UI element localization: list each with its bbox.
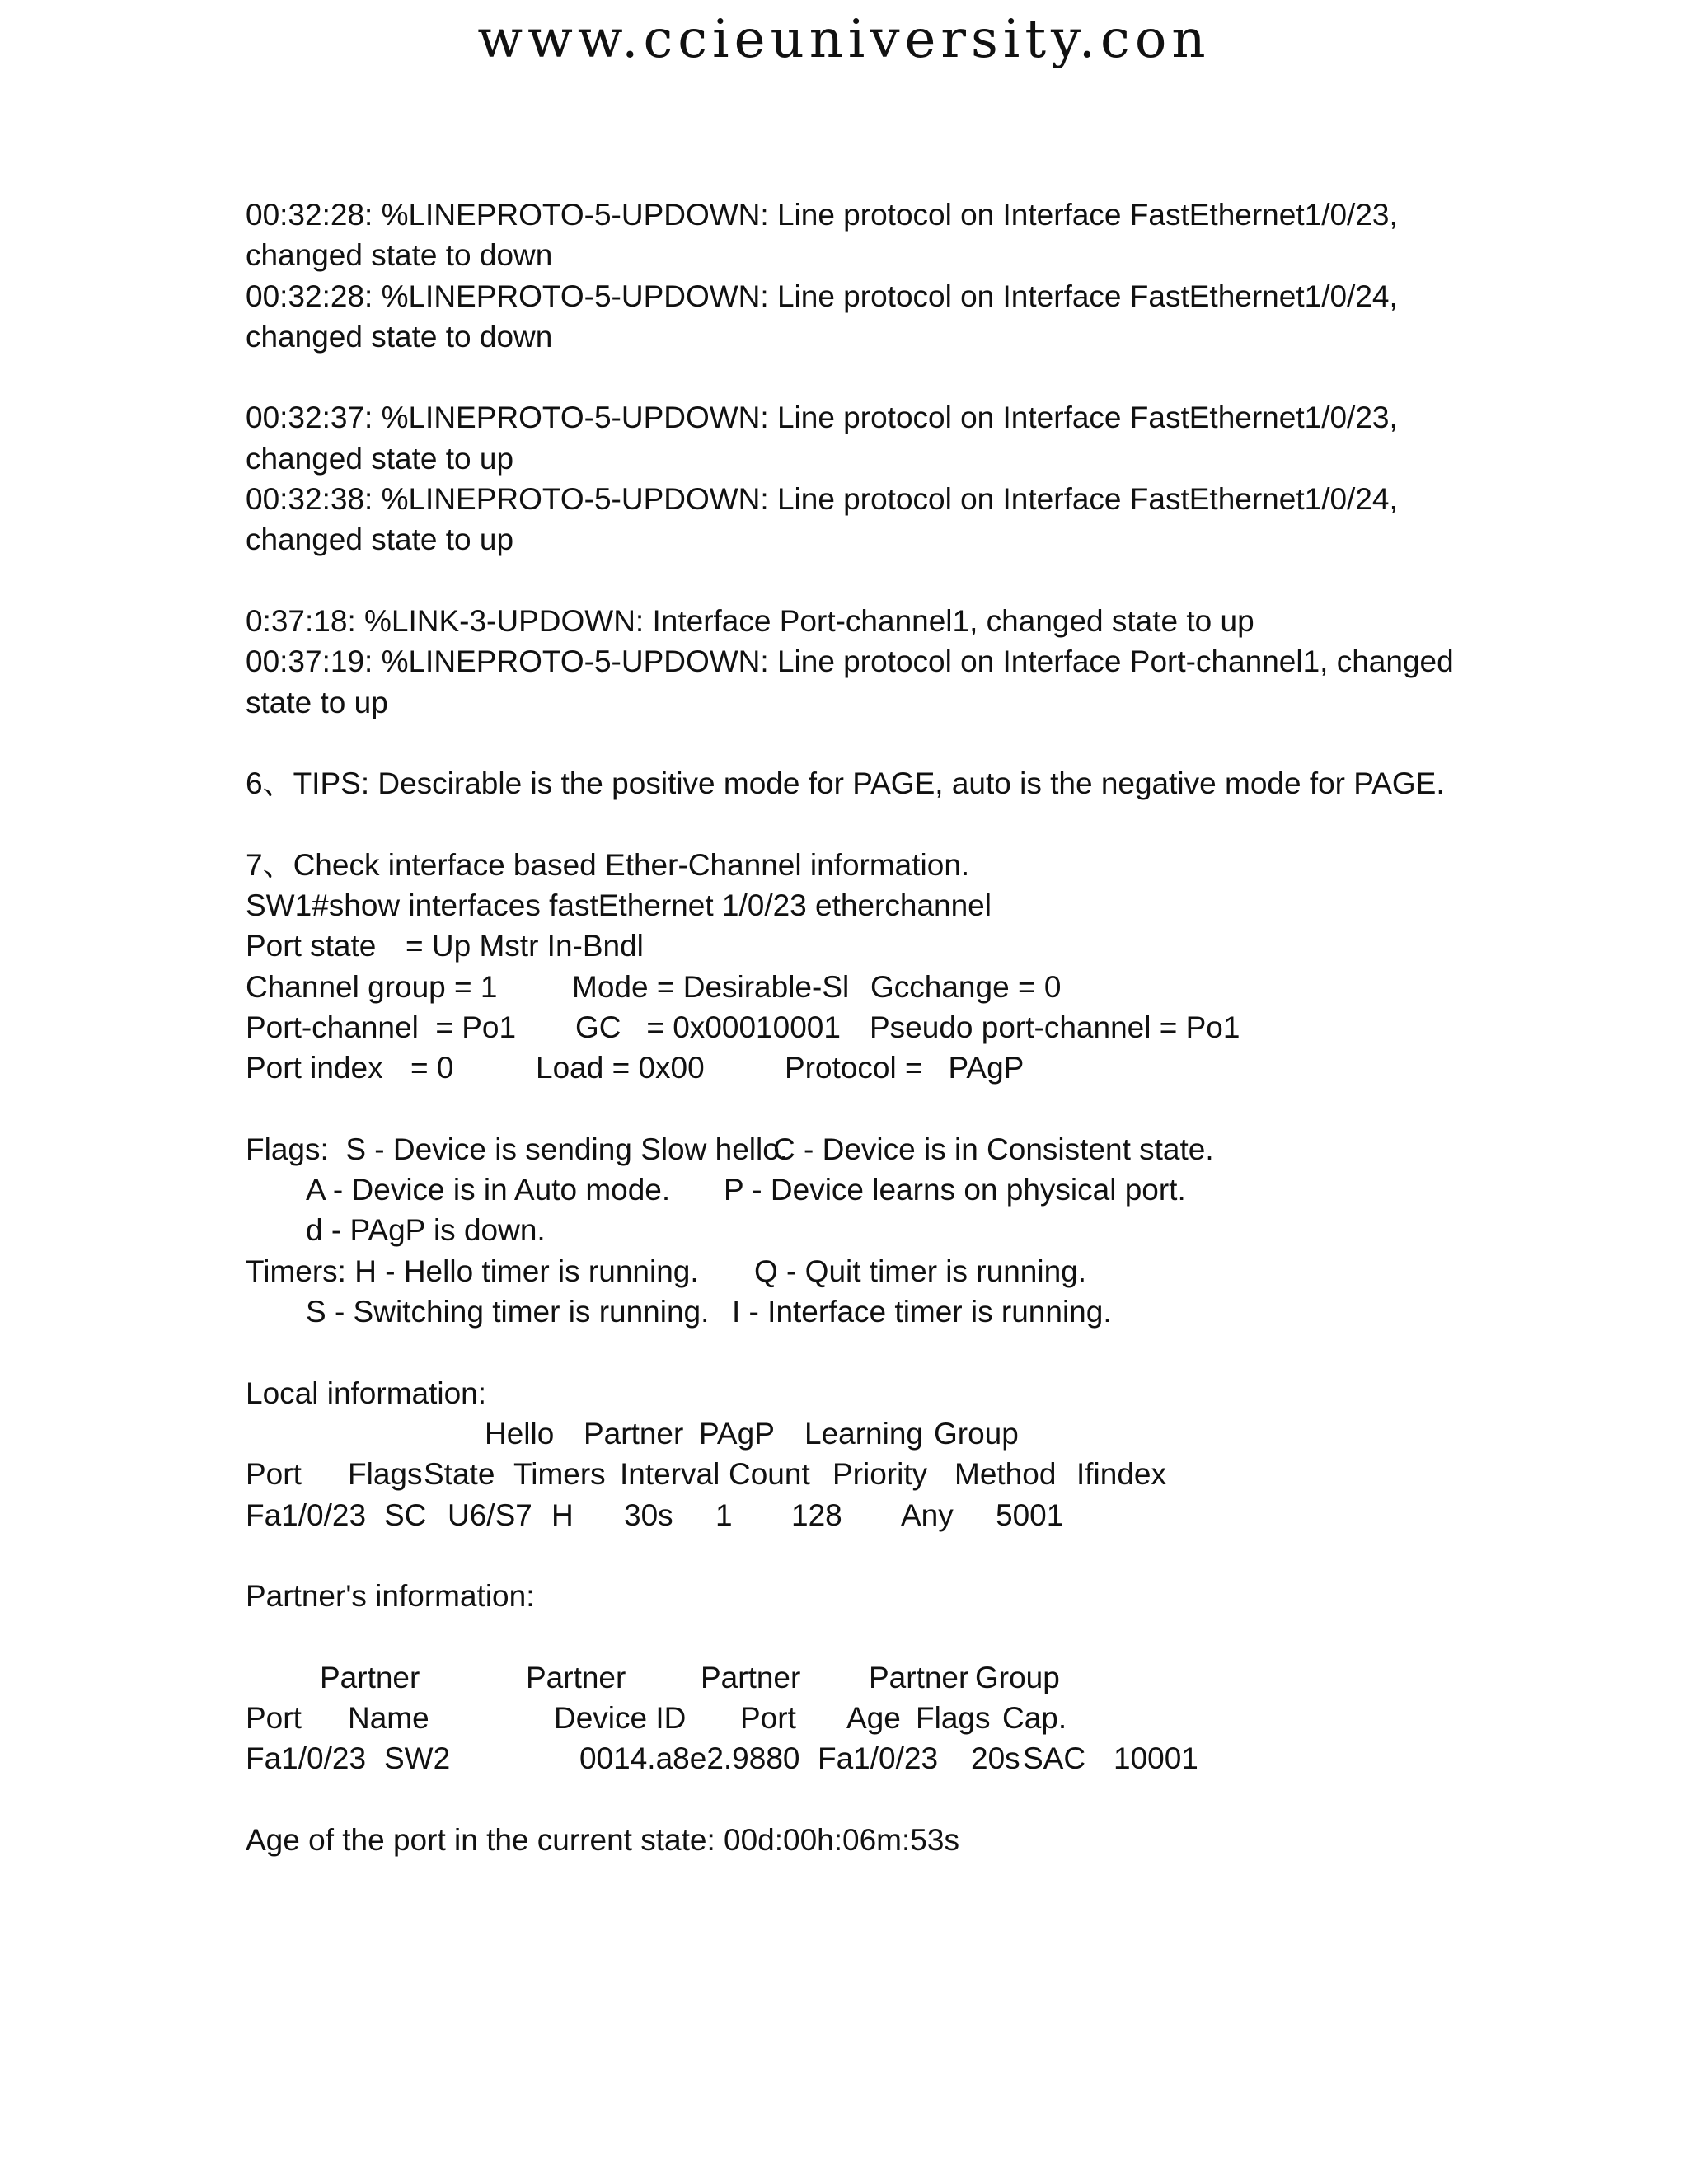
col-head: Port [246, 1457, 302, 1492]
port-channel-line [246, 1007, 1482, 1047]
log-line: 0:37:18: %LINK-3-UPDOWN: Interface Port-channel1, changed state to up [246, 603, 1254, 638]
timer-q: Q - Quit timer is running. [754, 1254, 1087, 1288]
col-head: Flags [916, 1700, 991, 1735]
cell-device-id: 0014.a8e2.9880 [579, 1741, 800, 1776]
mode-value: Mode = Desirable-Sl [572, 969, 850, 1004]
document-body [246, 194, 1482, 1860]
table-row [246, 1738, 1482, 1779]
protocol-value: Protocol = PAgP [785, 1051, 1025, 1085]
partner-info-title: Partner's information: [246, 1579, 535, 1614]
cell-flags: SAC [1023, 1741, 1086, 1776]
flags-line-3 [246, 1210, 1482, 1250]
col-head: Ifindex [1076, 1457, 1167, 1492]
cell-flags: SC [384, 1497, 427, 1532]
log-line: changed state to up [246, 523, 514, 557]
flag-s: Flags: S - Device is sending Slow hello. [246, 1132, 789, 1166]
timer-s: S - Switching timer is running. [306, 1295, 710, 1329]
tips-line: 6、TIPS: Descirable is the positive mode for PAGE, auto is the negative mode for PAGE. [246, 766, 1445, 801]
gc-value: GC = 0x00010001 [575, 1010, 841, 1044]
flags-line-1 [246, 1129, 1482, 1169]
log-line: changed state to up [246, 441, 514, 476]
col-head: Priority [832, 1457, 928, 1492]
cell-port: Fa1/0/23 [246, 1741, 367, 1776]
age-line: Age of the port in the current state: 00d:00h:06m:53s [246, 1822, 959, 1857]
col-head: Timers [513, 1457, 606, 1492]
log-line: 00:37:19: %LINEPROTO-5-UPDOWN: Line protocol on Interface Port-channel1, changed [246, 644, 1454, 679]
timer-h: Timers: H - Hello timer is running. [246, 1254, 699, 1288]
col-head: Device ID [554, 1700, 687, 1735]
port-state-label: Port state [246, 929, 377, 963]
cell-count: 1 [715, 1497, 733, 1532]
col-head: Partner [869, 1660, 969, 1694]
col-head: PAgP [699, 1416, 775, 1451]
gcchange-value: Gcchange = 0 [870, 969, 1062, 1004]
flag-d: d - PAgP is down. [306, 1213, 546, 1248]
flags-line-2 [246, 1169, 1482, 1210]
cell-priority: 128 [791, 1497, 842, 1532]
col-head: Cap. [1002, 1700, 1067, 1735]
cell-port: Fa1/0/23 [246, 1497, 367, 1532]
channel-group-line [246, 967, 1482, 1007]
col-head: Interval [620, 1457, 720, 1492]
partner-info-header-bottom [246, 1698, 1482, 1738]
log-line: 00:32:28: %LINEPROTO-5-UPDOWN: Line protocol on Interface FastEthernet1/0/23, [246, 198, 1398, 232]
cell-name: SW2 [384, 1741, 451, 1776]
col-head: State [424, 1457, 495, 1492]
log-line: 00:32:38: %LINEPROTO-5-UPDOWN: Line protocol on Interface FastEthernet1/0/24, [246, 482, 1398, 517]
col-head: Flags [348, 1457, 423, 1492]
flag-c: C - Device is in Consistent state. [773, 1132, 1214, 1166]
cell-state: U6/S7 [448, 1497, 532, 1532]
col-head: Method [954, 1457, 1057, 1492]
flag-p: P - Device learns on physical port. [724, 1173, 1186, 1207]
col-head: Learning [804, 1416, 924, 1451]
col-head: Hello [485, 1416, 555, 1451]
cell-partner-port: Fa1/0/23 [818, 1741, 939, 1776]
load-value: Load = 0x00 [536, 1051, 705, 1085]
port-index-label: Port index [246, 1051, 383, 1085]
col-head: Age [846, 1700, 901, 1735]
pseudo-port-channel: Pseudo port-channel = Po1 [870, 1010, 1240, 1044]
cell-interval: 30s [624, 1497, 673, 1532]
cell-ifindex: 5001 [996, 1497, 1064, 1532]
col-head: Count [729, 1457, 810, 1492]
local-info-header-bottom [246, 1454, 1482, 1494]
port-state-line [246, 926, 1482, 966]
col-head: Partner [701, 1660, 801, 1694]
flag-a: A - Device is in Auto mode. [306, 1173, 671, 1207]
local-info-header-top [246, 1413, 1482, 1454]
port-channel-label: Port-channel = Po1 [246, 1010, 517, 1044]
col-head: Port [246, 1700, 302, 1735]
port-index-value: = 0 [410, 1051, 454, 1085]
log-line: changed state to down [246, 238, 553, 273]
log-line: changed state to down [246, 319, 553, 354]
col-head: Partner [320, 1660, 420, 1694]
log-line: 00:32:28: %LINEPROTO-5-UPDOWN: Line protocol on Interface FastEthernet1/0/24, [246, 279, 1398, 313]
cell-timers: H [551, 1497, 574, 1532]
command-line: SW1#show interfaces fastEthernet 1/0/23 etherchannel [246, 888, 992, 923]
log-line: state to up [246, 685, 388, 719]
port-index-line [246, 1047, 1482, 1088]
timers-line-1 [246, 1251, 1482, 1291]
col-head: Partner [584, 1416, 684, 1451]
port-state-value: = Up Mstr In-Bndl [406, 929, 644, 963]
timers-line-2 [246, 1291, 1482, 1332]
step7-heading: 7、Check interface based Ether-Channel information. [246, 847, 970, 882]
cell-age: 20s [971, 1741, 1020, 1776]
site-header: www.ccieuniversity.con [477, 9, 1211, 70]
cell-cap: 10001 [1114, 1741, 1198, 1776]
partner-info-header-top [246, 1657, 1482, 1698]
timer-i: I - Interface timer is running. [732, 1295, 1112, 1329]
cell-method: Any [901, 1497, 954, 1532]
col-head: Port [740, 1700, 796, 1735]
col-head: Name [348, 1700, 429, 1735]
log-line: 00:32:37: %LINEPROTO-5-UPDOWN: Line protocol on Interface FastEthernet1/0/23, [246, 401, 1398, 435]
col-head: Group [934, 1416, 1019, 1451]
table-row [246, 1495, 1482, 1535]
local-info-title: Local information: [246, 1376, 487, 1410]
col-head: Partner [526, 1660, 626, 1694]
channel-group-label: Channel group = 1 [246, 969, 498, 1004]
col-head: Group [975, 1660, 1060, 1694]
